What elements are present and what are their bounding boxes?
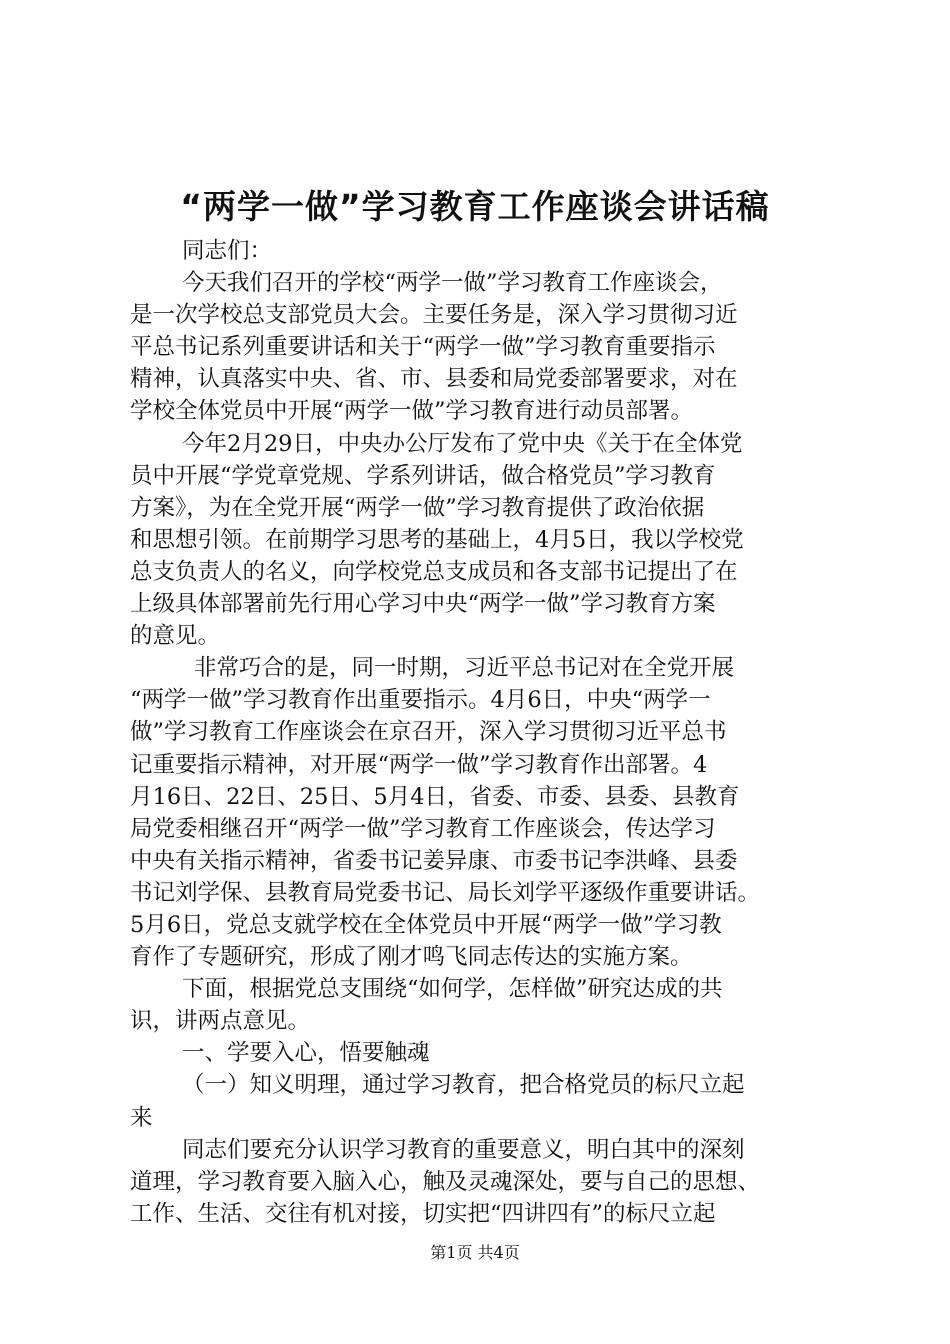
subsection-heading: （一）知义明理，通过学习教育，把合格党员的标尺立起	[182, 1072, 745, 1099]
paragraph-line: 的意见。	[130, 623, 221, 650]
paragraph-line: 上级具体部署前先行用心学习中央“两学一做”学习教育方案	[130, 591, 716, 618]
section-heading: 一、学要入心，悟要触魂	[182, 1040, 430, 1067]
paragraph-line: 育作了专题研究，形成了刚才鸣飞同志传达的实施方案。	[130, 944, 693, 971]
paragraph-line: 平总书记系列重要讲话和关于“两学一做”学习教育重要指示	[130, 334, 716, 361]
paragraph-line: 精神，认真落实中央、省、市、县委和局党委部署要求，对在	[130, 366, 738, 393]
document-title: “两学一做”学习教育工作座谈会讲话稿	[180, 187, 770, 226]
paragraph-line: 今天我们召开的学校“两学一做”学习教育工作座谈会，	[182, 270, 723, 297]
paragraph-line: 方案》，为在全党开展“两学一做”学习教育提供了政治依据	[130, 494, 705, 521]
salutation-line: 同志们：	[182, 238, 273, 264]
paragraph-line: 下面，根据党总支围绕“如何学，怎样做”研究达成的共	[182, 976, 723, 1003]
subsection-heading-continued: 来	[130, 1104, 153, 1131]
document-body	[130, 235, 830, 1230]
paragraph-line: 学校全体党员中开展“两学一做”学习教育进行动员部署。	[130, 398, 694, 425]
paragraph-line: 书记刘学保、县教育局党委书记、局长刘学平逐级作重要讲话。	[130, 879, 761, 906]
paragraph-line: 总支负责人的名义，向学校党总支成员和各支部书记提出了在	[130, 558, 738, 585]
paragraph-line: 同志们要充分认识学习教育的重要意义，明白其中的深刻	[182, 1136, 745, 1163]
paragraph-line: 识，讲两点意见。	[130, 1008, 311, 1035]
paragraph-line: 是一次学校总支部党员大会。主要任务是，深入学习贯彻习近	[130, 302, 738, 329]
paragraph-line: 非常巧合的是，同一时期，习近平总书记对在全党开展	[194, 655, 735, 682]
paragraph-line: 记重要指示精神，对开展“两学一做”学习教育作出部署。4	[130, 751, 708, 778]
paragraph-line: 今年2月29日，中央办公厅发布了党中央《关于在全体党	[182, 430, 743, 457]
page-number-footer: 第1页 共4页	[430, 1243, 520, 1262]
paragraph-line: 5月6日，党总支就学校在全体党员中开展“两学一做”学习教	[130, 911, 722, 938]
paragraph-line: 工作、生活、交往有机对接，切实把“四讲四有”的标尺立起	[130, 1200, 716, 1227]
paragraph-line: 局党委相继召开“两学一做”学习教育工作座谈会，传达学习	[130, 815, 716, 842]
paragraph-line: “两学一做”学习教育作出重要指示。4月6日，中央“两学一	[130, 687, 711, 714]
paragraph-line: 月16日、22日、25日、5月4日，省委、市委、县委、县教育	[130, 783, 740, 810]
paragraph-line: 员中开展“学党章党规、学系列讲话，做合格党员”学习教育	[130, 462, 716, 489]
paragraph-line: 道理，学习教育要入脑入心，触及灵魂深处，要与自己的思想、	[130, 1168, 761, 1195]
paragraph-line: 做”学习教育工作座谈会在京召开，深入学习贯彻习近平总书	[130, 719, 727, 746]
paragraph-line: 和思想引领。在前期学习思考的基础上，4月5日，我以学校党	[130, 526, 744, 553]
paragraph-line: 中央有关指示精神，省委书记姜异康、市委书记李洪峰、县委	[130, 847, 738, 874]
